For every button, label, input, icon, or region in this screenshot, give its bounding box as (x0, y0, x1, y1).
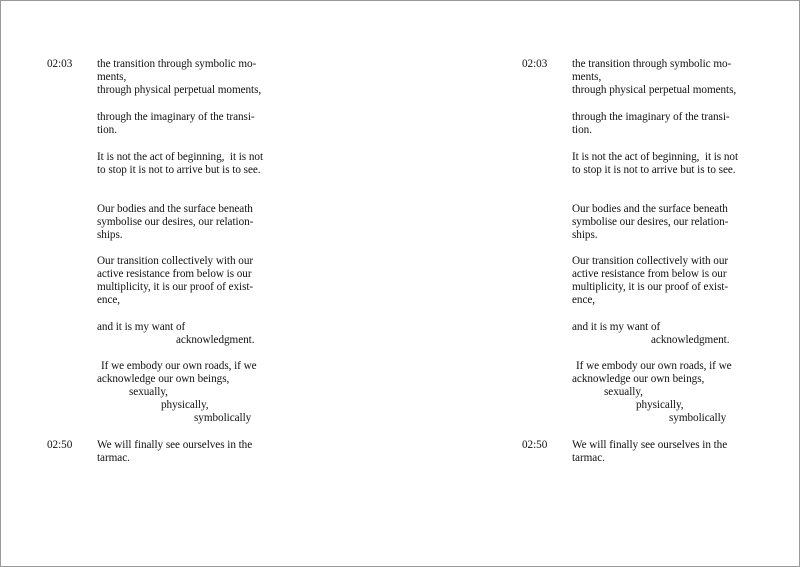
timestamp-end: 02:50 (47, 439, 73, 451)
poem-line: It is not the act of beginning, it is not (97, 151, 264, 163)
poem-line: We will finally see ourselves in the (572, 439, 728, 451)
timestamp-end: 02:50 (522, 439, 548, 451)
poem-line: through the imaginary of the transi- (572, 111, 730, 123)
left-page (1, 1, 400, 566)
timestamp-start: 02:03 (522, 58, 548, 70)
poem-line: symbolically (669, 412, 727, 424)
poem-line: physically, (636, 399, 684, 411)
poem-line: acknowledge our own beings, (97, 373, 230, 385)
poem-line: tarmac. (97, 452, 130, 464)
timestamp-start: 02:03 (47, 58, 73, 70)
poem-line: sexually, (129, 386, 168, 398)
poem-line: If we embody our own roads, if we (576, 360, 732, 372)
poem-line: sexually, (604, 386, 643, 398)
poem-line: ence, (97, 294, 121, 306)
poem-line: the transition through symbolic mo- (97, 58, 257, 70)
right-page (476, 1, 800, 566)
poem-line: tion. (97, 124, 117, 136)
poem-line: Our transition collectively with our (572, 255, 729, 267)
poem-line: acknowledgment. (176, 334, 255, 346)
poem-line: to stop it is not to arrive but is to see. (97, 164, 261, 176)
poem-line: tion. (572, 124, 592, 136)
poem-line: through physical perpetual moments, (572, 84, 737, 96)
poem-line: acknowledge our own beings, (572, 373, 705, 385)
poem-line: physically, (161, 399, 209, 411)
poem-line: Our bodies and the surface beneath (97, 203, 253, 215)
poem-line: If we embody our own roads, if we (101, 360, 257, 372)
poem-line: symbolise our desires, our relation- (572, 216, 729, 228)
poem-line: symbolically (194, 412, 252, 424)
poem-line: through physical perpetual moments, (97, 84, 262, 96)
poem-line: ships. (572, 229, 598, 241)
poem-line: to stop it is not to arrive but is to see. (572, 164, 736, 176)
poem-line: Our bodies and the surface beneath (572, 203, 728, 215)
poem-line: and it is my want of (572, 321, 661, 333)
poem-line: ence, (572, 294, 596, 306)
poem-line: ments, (97, 71, 127, 83)
poem-line: multiplicity, it is our proof of exist- (572, 281, 729, 293)
poem-line: We will finally see ourselves in the (97, 439, 253, 451)
poem-line: acknowledgment. (651, 334, 730, 346)
poem-line: the transition through symbolic mo- (572, 58, 732, 70)
poem-line: Our transition collectively with our (97, 255, 254, 267)
poem-line: active resistance from below is our (97, 268, 252, 280)
poem-line: tarmac. (572, 452, 605, 464)
poem-line: multiplicity, it is our proof of exist- (97, 281, 254, 293)
poem-line: and it is my want of (97, 321, 186, 333)
poem-line: ments, (572, 71, 602, 83)
poem-line: symbolise our desires, our relation- (97, 216, 254, 228)
poem-line: It is not the act of beginning, it is not (572, 151, 739, 163)
poem-line: ships. (97, 229, 123, 241)
poem-line: active resistance from below is our (572, 268, 727, 280)
poem-line: through the imaginary of the transi- (97, 111, 255, 123)
